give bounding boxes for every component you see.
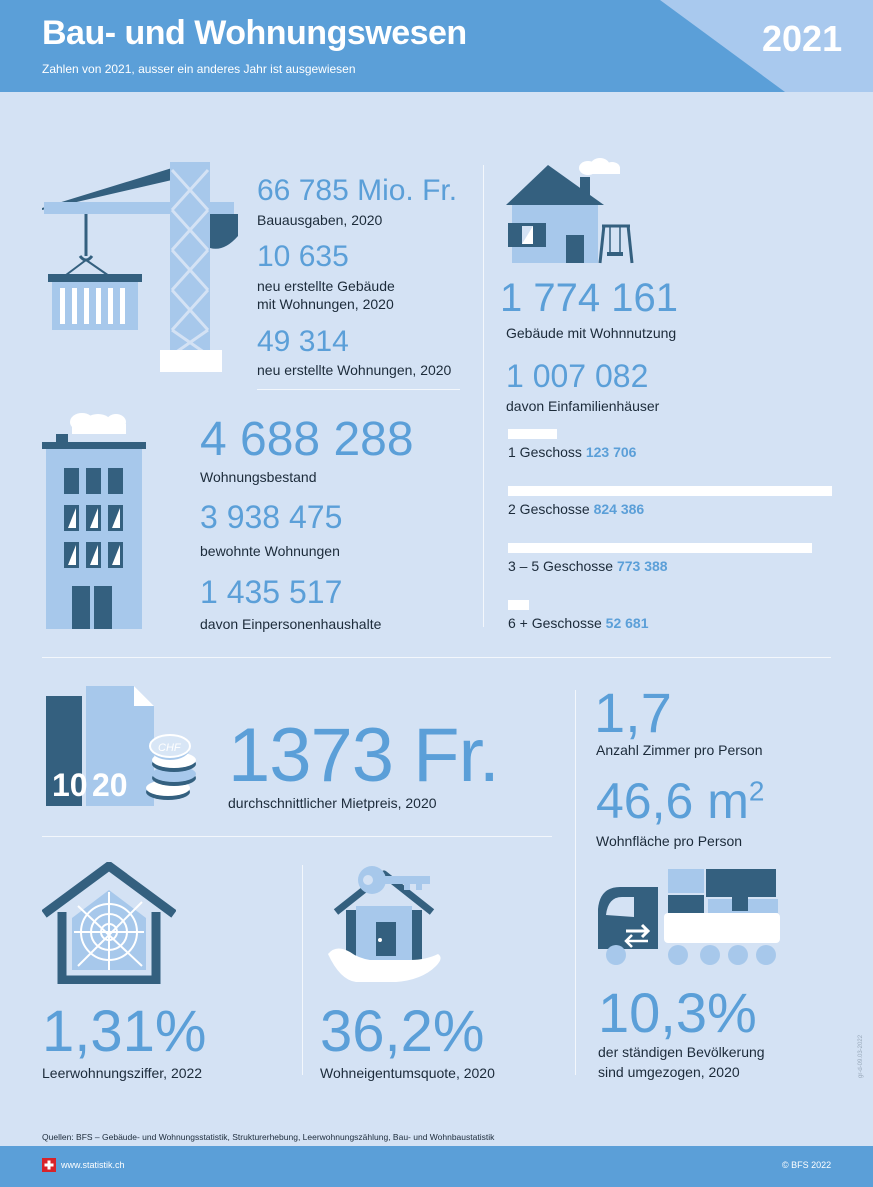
- area-unit-superscript: 2: [748, 775, 765, 807]
- construction-spending-value: 66 785 Mio. Fr.: [257, 174, 458, 207]
- rent-icon-text-2: 20: [92, 767, 128, 803]
- average-rent-label: durchschnittlicher Mietpreis, 2020: [228, 795, 437, 811]
- average-rent-value: 1373 Fr.: [228, 713, 499, 798]
- rent-icon-text-1: 10: [52, 767, 88, 803]
- divider: [257, 389, 460, 390]
- area-per-person-value: [596, 772, 764, 830]
- single-family-houses-value: 1 007 082: [506, 358, 649, 394]
- rooms-per-person-label: Anzahl Zimmer pro Person: [596, 742, 763, 758]
- residential-buildings-value: 1 774 161: [500, 276, 678, 320]
- housing-stock-value: 4 688 288: [200, 413, 414, 466]
- house-swing-icon: [504, 155, 636, 267]
- vacancy-rate-value: 1,31%: [42, 999, 207, 1064]
- divider: [42, 836, 552, 837]
- empty-house-cobweb-icon: [42, 862, 176, 984]
- rent-money-icon: [42, 684, 204, 810]
- website-link[interactable]: www.statistik.ch: [61, 1160, 125, 1170]
- new-dwellings-value: 49 314: [257, 325, 349, 358]
- relocated-share-label-line2: sind umgezogen, 2020: [598, 1064, 740, 1080]
- moving-truck-icon: [596, 865, 782, 967]
- floors-value-2: 824 386: [593, 501, 645, 517]
- crane-icon: [42, 160, 242, 375]
- residential-buildings-label: Gebäude mit Wohnnutzung: [506, 325, 677, 341]
- floors-label-3: 3 – 5 Geschosse: [508, 558, 614, 574]
- footer-band: [0, 1146, 873, 1187]
- new-buildings-label-line1: neu erstellte Gebäude: [257, 278, 395, 294]
- new-dwellings-label: neu erstellte Wohnungen, 2020: [257, 362, 452, 378]
- divider: [42, 657, 831, 658]
- copyright: © BFS 2022: [782, 1160, 832, 1170]
- relocated-share-value: 10,3%: [598, 981, 757, 1044]
- floors-value-1: 123 706: [585, 444, 637, 460]
- page-subtitle: Zahlen von 2021, ausser ein anderes Jahr ist ausgewiesen: [42, 62, 356, 76]
- coin-chf-text: CHF: [158, 742, 181, 754]
- floors-row-2: [508, 499, 644, 519]
- floors-bar-3: [508, 543, 812, 553]
- floors-row-1: [508, 442, 636, 462]
- area-value-text: 46,6 m: [596, 773, 749, 829]
- single-person-households-label: davon Einpersonenhaushalte: [200, 616, 382, 632]
- single-family-houses-label: davon Einfamilienhäuser: [506, 398, 660, 414]
- side-code-container: [858, 1020, 868, 1080]
- side-code: gr-d-09.03-2022: [858, 1034, 864, 1078]
- page-title: Bau- und Wohnungswesen: [42, 14, 467, 52]
- ownership-rate-value: 36,2%: [320, 999, 485, 1064]
- divider: [483, 165, 484, 627]
- floors-label-1: 1 Geschoss: [508, 444, 582, 460]
- key-house-hand-icon: [326, 862, 444, 986]
- floors-label-4: 6 + Geschosse: [508, 615, 602, 631]
- floors-bar-1: [508, 429, 557, 439]
- occupied-dwellings-value: 3 938 475: [200, 499, 343, 535]
- floors-row-4: [508, 613, 649, 633]
- sources-note: Quellen: BFS – Gebäude- und Wohnungsstatistik, Strukturerhebung, Leerwohnungszählung, Bau- und Wohnbaustatistik: [42, 1132, 495, 1142]
- relocated-share-label-line1: der ständigen Bevölkerung: [598, 1044, 765, 1060]
- new-buildings-value: 10 635: [257, 240, 349, 273]
- divider: [302, 865, 303, 1075]
- floors-value-4: 52 681: [605, 615, 649, 631]
- year-label: 2021: [762, 18, 843, 59]
- rooms-per-person-value: 1,7: [594, 681, 672, 744]
- construction-spending-label: Bauausgaben, 2020: [257, 212, 383, 228]
- apartment-building-icon: [42, 410, 152, 632]
- occupied-dwellings-label: bewohnte Wohnungen: [200, 543, 340, 559]
- floors-bar-4: [508, 600, 529, 610]
- new-buildings-label-line2: mit Wohnungen, 2020: [257, 296, 394, 312]
- housing-stock-label: Wohnungsbestand: [200, 469, 317, 485]
- floors-value-3: 773 388: [616, 558, 668, 574]
- floors-label-2: 2 Geschosse: [508, 501, 590, 517]
- area-per-person-label: Wohnfläche pro Person: [596, 833, 743, 849]
- divider: [575, 690, 576, 1075]
- ownership-rate-label: Wohneigentumsquote, 2020: [320, 1065, 495, 1081]
- single-person-households-value: 1 435 517: [200, 574, 343, 610]
- swiss-cross-icon: [42, 1158, 56, 1172]
- vacancy-rate-label: Leerwohnungsziffer, 2022: [42, 1065, 203, 1081]
- floors-row-3: [508, 556, 668, 576]
- floors-bar-2: [508, 486, 832, 496]
